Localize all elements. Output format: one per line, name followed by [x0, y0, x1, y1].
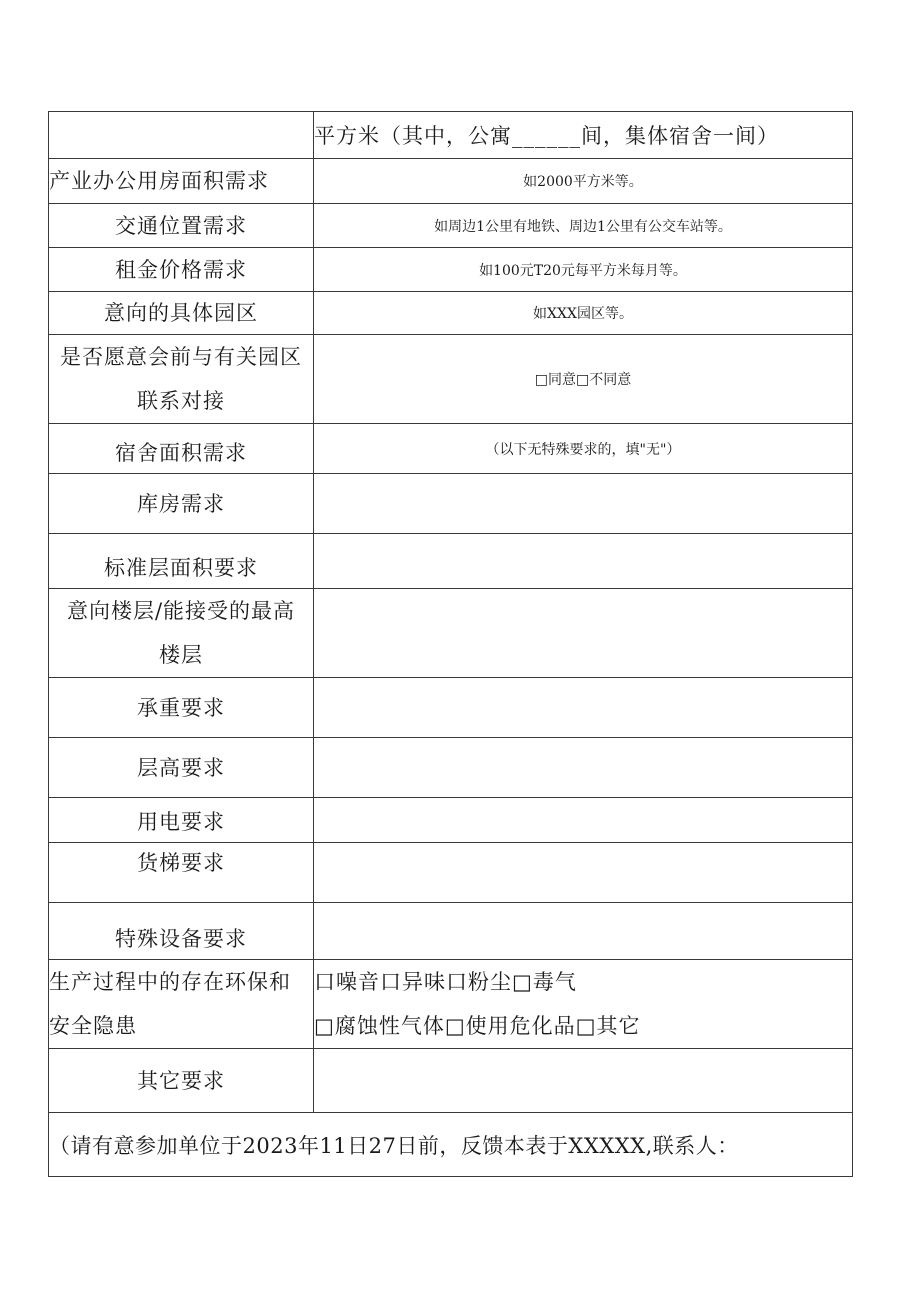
- table-row: [49, 678, 853, 738]
- table-row: [49, 424, 853, 474]
- form-label: [49, 335, 314, 424]
- agree-checkbox-group[interactable]: □同意□不同意: [314, 335, 853, 424]
- form-label: 意向的具体园区: [49, 292, 314, 335]
- form-label: 产业办公用房面积需求: [49, 159, 314, 204]
- special-equipment-field[interactable]: [314, 903, 853, 960]
- table-row: [49, 534, 853, 589]
- table-row: [49, 843, 853, 903]
- area-breakdown-field[interactable]: 平方米（其中，公寓______间，集体宿舍一间）: [314, 112, 853, 159]
- table-row: [49, 960, 853, 1049]
- table-row: [49, 903, 853, 960]
- table-row: [49, 248, 853, 292]
- form-label: 特殊设备要求: [49, 903, 314, 960]
- table-row: [49, 292, 853, 335]
- table-row: [49, 474, 853, 534]
- form-label: 货梯要求: [49, 843, 314, 903]
- hazard-checkbox-group[interactable]: [314, 960, 853, 1049]
- form-label-line: 安全隐患: [49, 1014, 137, 1038]
- form-label: 其它要求: [49, 1049, 314, 1113]
- form-label: 交通位置需求: [49, 204, 314, 248]
- requirements-form-table: [48, 111, 853, 1177]
- table-row: [49, 798, 853, 843]
- table-row: [49, 159, 853, 204]
- other-requirements-field[interactable]: [314, 1049, 853, 1113]
- rent-price-field[interactable]: 如100元T20元每平方米每月等。: [314, 248, 853, 292]
- form-label: 租金价格需求: [49, 248, 314, 292]
- form-label: 层高要求: [49, 738, 314, 798]
- table-row: [49, 204, 853, 248]
- form-label: 标准层面积要求: [49, 534, 314, 589]
- form-label: 用电要求: [49, 798, 314, 843]
- warehouse-field[interactable]: [314, 474, 853, 534]
- form-label: 库房需求: [49, 474, 314, 534]
- traffic-location-field[interactable]: 如周边1公里有地铁、周边1公里有公交车站等。: [314, 204, 853, 248]
- form-label: [49, 589, 314, 678]
- form-label: [49, 112, 314, 159]
- electricity-field[interactable]: [314, 798, 853, 843]
- freight-elevator-field[interactable]: [314, 843, 853, 903]
- table-row: [49, 112, 853, 159]
- table-row: [49, 1049, 853, 1113]
- target-park-field[interactable]: 如XXX园区等。: [314, 292, 853, 335]
- floor-height-field[interactable]: [314, 738, 853, 798]
- hazard-options-line[interactable]: 口噪音口异味口粉尘□毒气: [314, 970, 577, 994]
- table-row: [49, 1113, 853, 1177]
- table-row: [49, 738, 853, 798]
- standard-floor-area-field[interactable]: [314, 534, 853, 589]
- table-row: [49, 589, 853, 678]
- form-label-line: 楼层: [159, 643, 203, 667]
- load-bearing-field[interactable]: [314, 678, 853, 738]
- feedback-note: （请有意参加单位于2023年11日27日前，反馈本表于XXXXX,联系人：: [49, 1113, 853, 1177]
- form-label-line: 意向楼层/能接受的最高: [66, 599, 296, 623]
- floor-preference-field[interactable]: [314, 589, 853, 678]
- dorm-area-field[interactable]: （以下无特殊要求的，填"无"）: [314, 424, 853, 474]
- table-row: [49, 335, 853, 424]
- hazard-options-line[interactable]: □腐蚀性气体□使用危化品□其它: [314, 1014, 641, 1038]
- form-label: 宿舍面积需求: [49, 424, 314, 474]
- form-label-line: 联系对接: [137, 389, 225, 413]
- form-label-line: 生产过程中的存在环保和: [49, 970, 291, 994]
- form-label-line: 是否愿意会前与有关园区: [60, 345, 302, 369]
- form-label: [49, 960, 314, 1049]
- office-area-field[interactable]: 如2000平方米等。: [314, 159, 853, 204]
- form-label: 承重要求: [49, 678, 314, 738]
